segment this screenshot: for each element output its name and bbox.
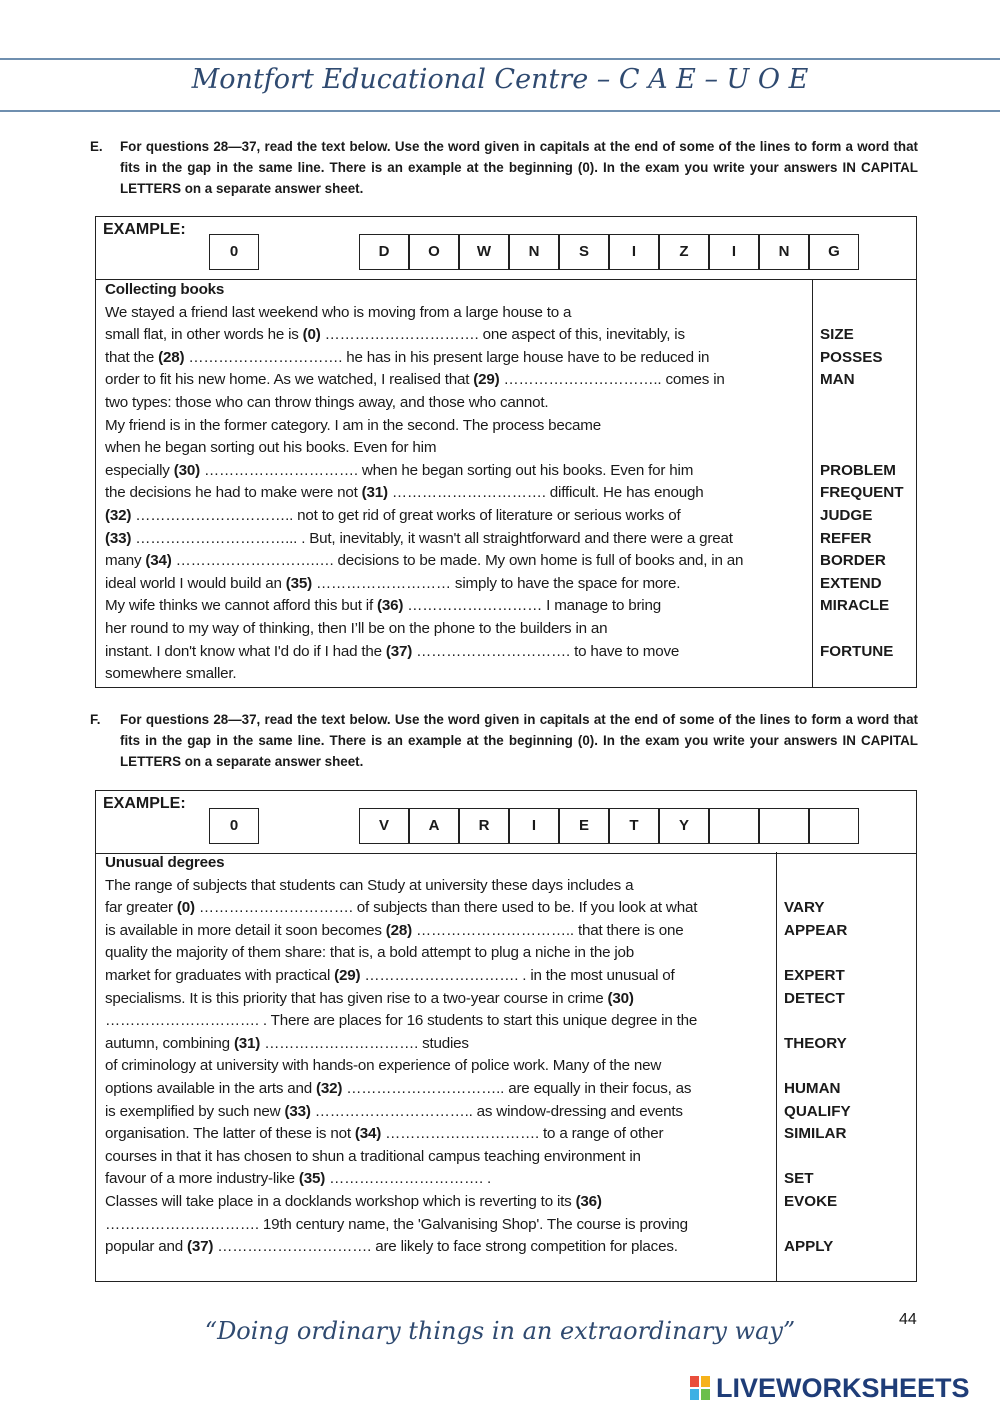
stem-word: EXTEND — [820, 574, 882, 592]
stem-word: QUALIFY — [784, 1102, 851, 1120]
stem-word: DETECT — [784, 989, 845, 1007]
instructions-e — [90, 136, 918, 199]
passage-line: that the (28) …………………………. he has in his present large house have to be reduced in — [105, 348, 710, 366]
passage-line: …………………………. . There are places for 16 students to start this unique degree in the — [105, 1012, 698, 1030]
stem-word: THEORY — [784, 1034, 847, 1052]
passage-line: My wife thinks we cannot afford this but if (36) ……………………… I manage to bring — [105, 597, 661, 615]
passage-line: popular and (37) …………………………. are likely to face strong competition for places. — [105, 1238, 678, 1256]
example-box-e — [95, 216, 917, 280]
example-cell: 0 — [209, 234, 259, 270]
liveworksheets-logo-icon — [690, 1376, 710, 1400]
passage-line: her round to my way of thinking, then I’ll be on the phone to the builders in an — [105, 620, 608, 637]
passage-line: the decisions he had to make were not (31) …………………………. difficult. He has enough — [105, 484, 704, 502]
example-cell: Y — [659, 808, 709, 844]
example-cell: I — [709, 234, 759, 270]
passage-line: We stayed a friend last weekend who is moving from a large house to a — [105, 303, 572, 321]
example-cell: E — [559, 808, 609, 844]
passage-line: options available in the arts and (32) ………………………….. are equally in their focus, as — [105, 1080, 692, 1097]
passage-line: market for graduates with practical (29) …………………………. . in the most unusual of — [105, 967, 675, 984]
passage-line: two types: those who can throw things away, and those who cannot. — [105, 394, 549, 411]
passage-column — [96, 852, 777, 1281]
passage-line: The range of subjects that students can Study at university these days includes a — [105, 876, 634, 894]
liveworksheets-brand[interactable]: LIVEWORKSHEETS — [716, 1373, 970, 1403]
stem-word: APPLY — [784, 1238, 834, 1256]
exercise-letter: F. — [90, 712, 101, 727]
passage-line: quality the majority of them share: that is, a bold attempt to plug a niche in the job — [105, 944, 635, 962]
passage-line: (32) ………………………….. not to get rid of great works of literature or serious works of — [105, 507, 681, 524]
example-cell: 0 — [209, 808, 259, 844]
passage-line: many (34) ……………………….…. decisions to be made. My own home is full of books and, in an — [105, 552, 744, 570]
passage-line: courses in that it has chosen to shun a traditional campus teaching environment in — [105, 1147, 641, 1165]
example-cell: I — [609, 234, 659, 270]
example-cell — [709, 808, 759, 844]
passage-line: organisation. The latter of these is not (34) …………………………. to a range of other — [105, 1125, 664, 1143]
stem-word: REFER — [820, 529, 872, 547]
passage-line: is available in more detail it soon becomes (28) ………………………….. that there is one — [105, 921, 684, 939]
instructions-text: For questions 28—37, read the text below. Use the word given in capitals at the end of some of the lines to form a word that fits in the gap in the same line. There is an example at the beginning (0). In the exam you write your answers IN CAPITAL LETTERS on a separate answer sheet. — [120, 139, 918, 196]
passage-line: instant. I don't know what I'd do if I had the (37) …………………………. to have to move — [105, 642, 680, 660]
stem-word: SET — [784, 1170, 814, 1188]
header-bottom-rule — [0, 110, 1000, 112]
example-label: EXAMPLE: — [103, 795, 186, 812]
passage-line: ideal world I would build an (35) ……………………… simply to have the space for more. — [105, 574, 681, 592]
example-cell: Z — [659, 234, 709, 270]
example-cell: O — [409, 234, 459, 270]
stem-word: SIMILAR — [784, 1125, 847, 1143]
text-table-e — [95, 279, 917, 688]
example-cell: N — [509, 234, 559, 270]
passage-title: Unusual degrees — [105, 854, 225, 871]
stem-word: EXPERT — [784, 967, 845, 984]
stem-word: HUMAN — [784, 1080, 841, 1097]
passage-line: My friend is in the former category. I am in the second. The process became — [105, 416, 601, 434]
passage-line: small flat, in other words he is (0) …………………………. one aspect of this, inevitably, is — [105, 326, 685, 344]
passage-line: order to fit his new home. As we watched, I realised that (29) ………………………….. comes in — [105, 371, 725, 389]
example-label: EXAMPLE: — [103, 221, 186, 238]
example-box-f — [95, 790, 917, 854]
example-cell: V — [359, 808, 409, 844]
example-cell: I — [509, 808, 559, 844]
passage-column — [96, 279, 813, 687]
example-cell — [809, 808, 859, 844]
instructions-text: For questions 28—37, read the text below. Use the word given in capitals at the end of some of the lines to form a word that fits in the gap in the same line. There is an example at the beginning (0). In the exam you write your answers IN CAPITAL LETTERS on a separate answer sheet. — [120, 712, 918, 769]
stem-word: POSSES — [820, 348, 883, 366]
passage-line: is exemplified by such new (33) ………………………….. as window-dressing and events — [105, 1102, 683, 1120]
example-cell: G — [809, 234, 859, 270]
footer-quote: “Doing ordinary things in an extraordinary way” — [204, 1317, 796, 1345]
example-cell: R — [459, 808, 509, 844]
passage-line: Classes will take place in a docklands workshop which is reverting to its (36) — [105, 1193, 602, 1210]
stem-word: MIRACLE — [820, 597, 890, 615]
stem-word: FREQUENT — [820, 484, 904, 502]
passage-line: …………………………. 19th century name, the 'Galvanising Shop'. The course is proving — [105, 1215, 688, 1233]
stem-word: BORDER — [820, 552, 886, 570]
passage-line: of criminology at university with hands-on experience of police work. Many of the new — [105, 1057, 662, 1075]
page-number: 44 — [899, 1311, 917, 1328]
example-cell: W — [459, 234, 509, 270]
passage-line: specialisms. It is this priority that has given rise to a two-year course in crime (30) — [105, 989, 634, 1007]
passage-line: especially (30) …………………………. when he began sorting out his books. Even for him — [105, 461, 694, 479]
stem-word: FORTUNE — [820, 642, 894, 660]
instructions-f — [90, 709, 918, 772]
header-top-rule — [0, 58, 1000, 60]
example-cell: S — [559, 234, 609, 270]
example-cell: A — [409, 808, 459, 844]
passage-line: autumn, combining (31) …………………………. studies — [105, 1034, 469, 1052]
passage-title: Collecting books — [105, 281, 225, 298]
passage-line: (33) …………………………... . But, inevitably, it wasn't all straightforward and there were a great — [105, 529, 733, 547]
exercise-letter: E. — [90, 139, 103, 154]
stem-word: APPEAR — [784, 921, 848, 939]
example-cell: N — [759, 234, 809, 270]
example-cell — [759, 808, 809, 844]
example-cell: D — [359, 234, 409, 270]
stem-word: VARY — [784, 899, 825, 917]
passage-line: somewhere smaller. — [105, 665, 237, 683]
passage-line: when he began sorting out his books. Even for him — [105, 439, 437, 457]
page-title: Montfort Educational Centre – C A E – U O E — [191, 64, 809, 95]
stem-word: JUDGE — [820, 507, 873, 524]
passage-line: far greater (0) …………………………. of subjects than there used to be. If you look at what — [105, 899, 698, 917]
stem-word: EVOKE — [784, 1193, 838, 1210]
stem-word: SIZE — [820, 326, 854, 344]
stem-word: MAN — [820, 371, 855, 389]
stem-word: PROBLEM — [820, 461, 896, 479]
text-table-f — [95, 852, 917, 1282]
passage-line: favour of a more industry-like (35) …………………………. . — [105, 1170, 492, 1188]
example-cell: T — [609, 808, 659, 844]
